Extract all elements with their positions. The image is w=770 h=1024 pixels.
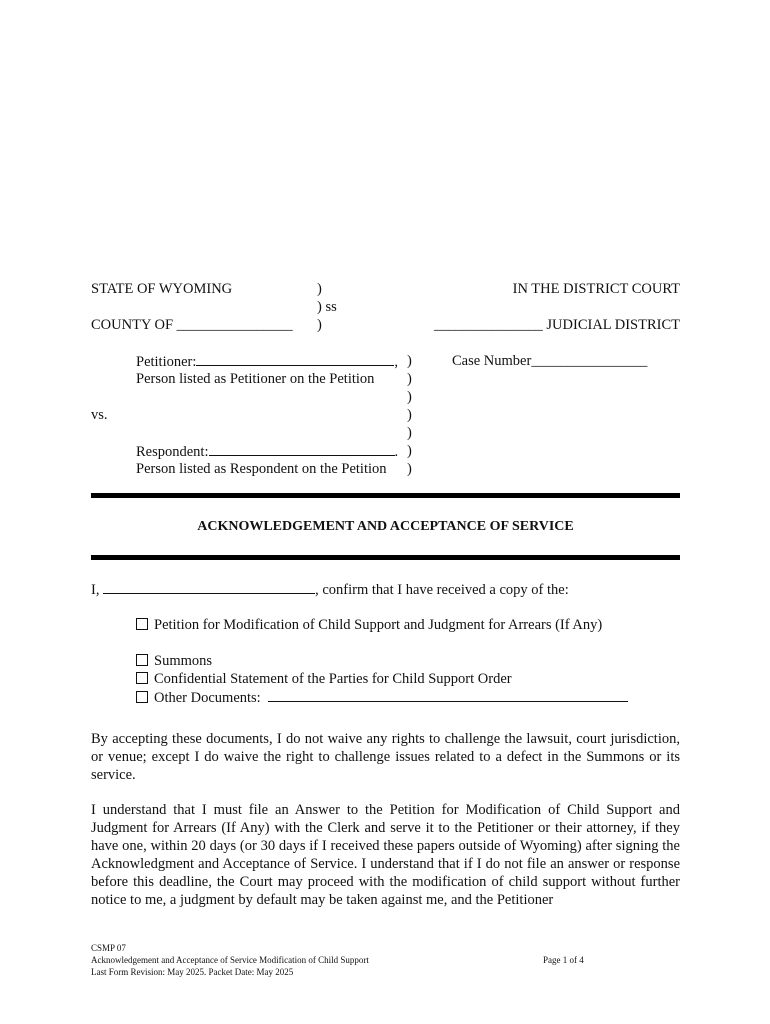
court-label: IN THE DISTRICT COURT	[512, 281, 680, 297]
footer-form-code: CSMP 07	[91, 943, 126, 953]
checkbox-icon[interactable]	[136, 618, 148, 630]
county-label[interactable]: COUNTY OF ________________	[91, 317, 293, 333]
footer-revision: Last Form Revision: May 2025. Packet Date: May 2025	[91, 967, 294, 977]
form-title: ACKNOWLEDGEMENT AND ACCEPTANCE OF SERVICE	[197, 519, 574, 534]
footer-page-number: Page 1 of 4	[543, 955, 584, 965]
checkbox-item[interactable]	[136, 688, 628, 707]
caption-paren: )	[317, 281, 322, 297]
bottom-rule	[91, 555, 680, 560]
caption-paren: )	[407, 425, 412, 441]
checkbox-item[interactable]	[136, 652, 212, 670]
checkbox-label: Petition for Modification of Child Support and Judgment for Arrears (If Any)	[154, 617, 603, 633]
petitioner-line: Petitioner: ,	[136, 354, 399, 370]
caption-paren: )	[407, 371, 412, 387]
vs-label: vs.	[91, 407, 108, 423]
checkbox-icon[interactable]	[136, 691, 148, 703]
top-rule	[91, 493, 680, 498]
respondent-name-field[interactable]	[209, 442, 395, 456]
footer-form-name: Acknowledgement and Acceptance of Service Modification of Child Support	[91, 955, 369, 965]
other-documents-field[interactable]	[268, 688, 628, 702]
respondent-line: Respondent: .	[136, 444, 399, 460]
confirm-prefix: I,	[91, 582, 100, 598]
caption-paren: )	[407, 461, 412, 477]
petitioner-sub: Person listed as Petitioner on the Petition	[136, 371, 375, 387]
caption-paren: )	[407, 443, 412, 459]
caption-paren: )	[407, 389, 412, 405]
checkbox-icon[interactable]	[136, 654, 148, 666]
checkbox-label: Summons	[154, 653, 213, 669]
caption-paren: )	[407, 353, 412, 369]
petitioner-label: Petitioner:	[136, 354, 197, 370]
caption-paren: )	[407, 407, 412, 423]
checkbox-label: Confidential Statement of the Parties for Child Support Order	[154, 671, 512, 687]
case-number-field[interactable]: Case Number________________	[452, 353, 648, 369]
name-signature-field[interactable]	[103, 580, 315, 594]
waiver-paragraph: By accepting these documents, I do not waive any rights to challenge the lawsuit, court jurisdiction, or venue; except I do waive the right to challenge issues related to a defect in the Summons or its service.	[91, 731, 680, 783]
confirm-suffix: , confirm that I have received a copy of the:	[315, 582, 569, 598]
checkbox-icon[interactable]	[136, 672, 148, 684]
caption-paren: )	[317, 317, 322, 333]
respondent-label: Respondent:	[136, 444, 209, 460]
checkbox-label: Other Documents:	[154, 690, 261, 706]
state-label: STATE OF WYOMING	[91, 281, 233, 297]
respondent-sub: Person listed as Respondent on the Petition	[136, 461, 387, 477]
judicial-district-label[interactable]: _______________ JUDICIAL DISTRICT	[434, 317, 680, 333]
checkbox-item[interactable]	[136, 616, 602, 634]
petitioner-name-field[interactable]	[196, 352, 394, 366]
answer-paragraph: I understand that I must file an Answer to the Petition for Modification of Child Support and Judgment for Arrears (If Any) with the Clerk and serve it to the Petitioner or their attorney, if they have one, within 20 days (or 30 days if I received these papers outside of Wyoming) after signing the Acknowledgment and Acceptance of Service. I understand that if I do not file an answer or response before this deadline, the Court may proceed with the modification of child support without further notice to me, a judgment by default may be taken against me, and the Petitioner	[91, 802, 680, 908]
confirm-line	[91, 580, 569, 599]
ss-label: ) ss	[317, 299, 337, 315]
checkbox-item[interactable]	[136, 670, 512, 688]
